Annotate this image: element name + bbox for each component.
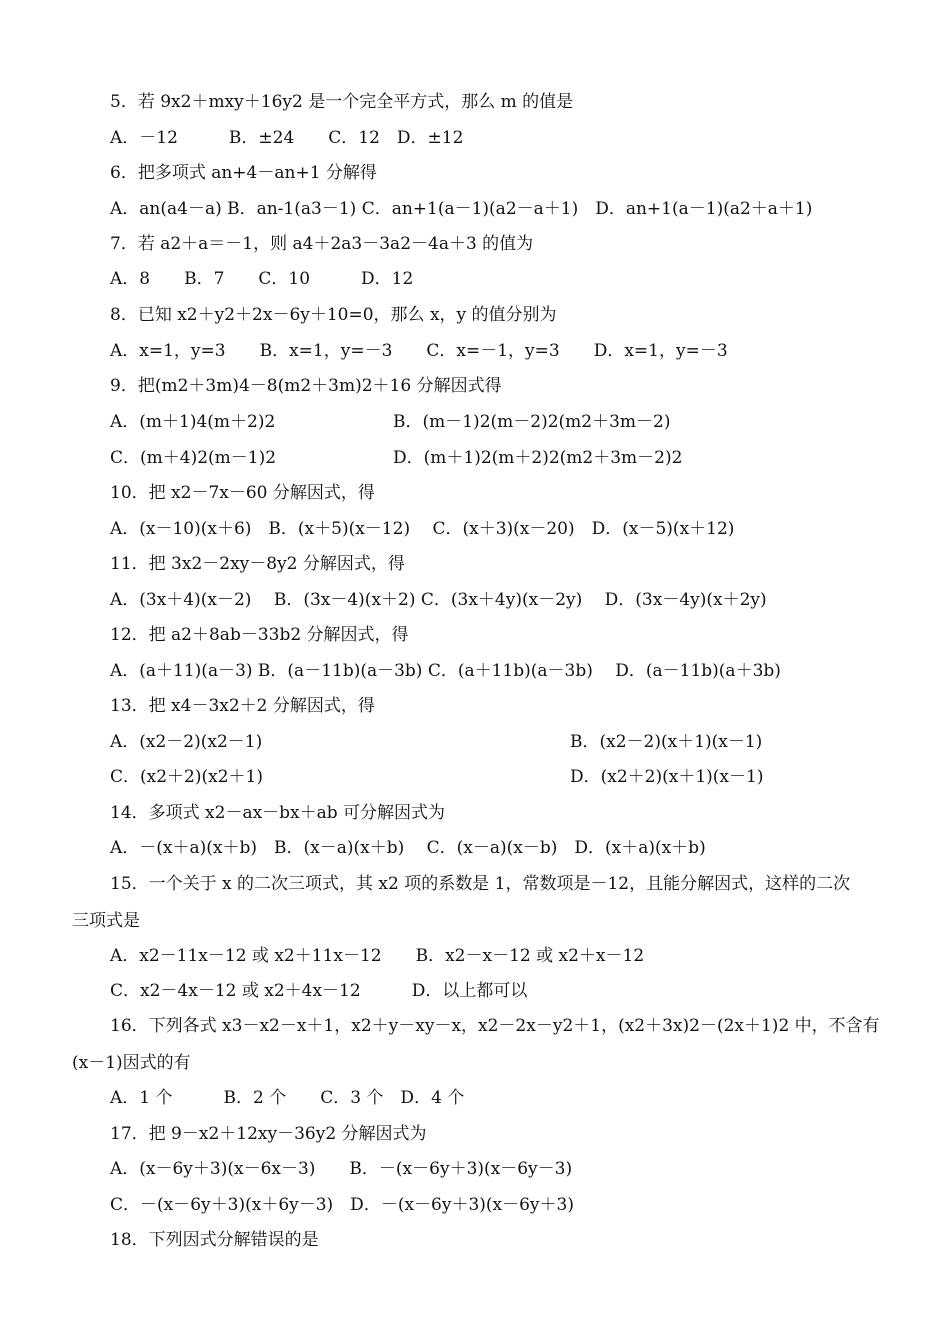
question-14: 14．多项式 x2－ax－bx＋ab 可分解因式为 [110, 803, 446, 823]
question-7: 7．若 a2＋a＝－1，则 a4＋2a3－3a2－4a＋3 的值为 [110, 234, 534, 254]
question-9: 9．把(m2＋3m)4－8(m2＋3m)2＋16 分解因式得 [110, 376, 502, 396]
question-13: 13．把 x4－3x2＋2 分解因式，得 [110, 696, 375, 716]
question-13-option-c: C．(x2＋2)(x2＋1) [110, 767, 263, 787]
question-9-option-b: B．(m－1)2(m－2)2(m2＋3m－2) [393, 412, 671, 432]
question-17-options-cd: C．－(x－6y＋3)(x＋6y－3) D．－(x－6y＋3)(x－6y＋3) [110, 1195, 574, 1215]
question-15-options-cd: C．x2－4x－12 或 x2＋4x－12 D．以上都可以 [110, 981, 528, 1001]
question-6: 6．把多项式 an+4－an+1 分解得 [110, 163, 377, 183]
question-16-continued: (x－1)因式的有 [72, 1053, 191, 1073]
question-10-options: A．(x－10)(x＋6) B．(x＋5)(x－12) C．(x＋3)(x－20) D．(x－5)(x＋12) [110, 519, 735, 539]
question-16: 16．下列各式 x3－x2－x＋1，x2＋y－xy－x，x2－2x－y2＋1，(x2＋3x)2－(2x＋1)2 中，不含有 [110, 1016, 880, 1036]
question-5: 5．若 9x2＋mxy＋16y2 是一个完全平方式，那么 m 的值是 [110, 92, 574, 112]
question-17-options-ab: A．(x－6y＋3)(x－6x－3) B．－(x－6y＋3)(x－6y－3) [110, 1159, 573, 1179]
question-13-option-a: A．(x2－2)(x2－1) [110, 732, 263, 752]
question-6-options: A．an(a4－a) B．an-1(a3－1) C．an+1(a－1)(a2－a＋1) D．an+1(a－1)(a2＋a＋1) [110, 199, 813, 219]
question-12: 12．把 a2＋8ab－33b2 分解因式，得 [110, 625, 409, 645]
question-9-option-d: D．(m＋1)2(m＋2)2(m2＋3m－2)2 [393, 448, 683, 468]
question-13-option-b: B．(x2－2)(x＋1)(x－1) [570, 732, 763, 752]
question-9-option-a: A．(m＋1)4(m＋2)2 [110, 412, 276, 432]
question-17: 17．把 9－x2＋12xy－36y2 分解因式为 [110, 1124, 427, 1144]
question-9-option-c: C．(m＋4)2(m－1)2 [110, 448, 277, 468]
question-11-options: A．(3x＋4)(x－2) B．(3x－4)(x＋2) C．(3x＋4y)(x－2y) D．(3x－4y)(x＋2y) [110, 590, 767, 610]
question-5-options: A．－12 B．±24 C．12 D．±12 [110, 128, 464, 148]
question-15-options-ab: A．x2－11x－12 或 x2＋11x－12 B．x2－x－12 或 x2＋x－12 [110, 946, 645, 966]
question-8: 8．已知 x2＋y2＋2x－6y＋10=0，那么 x，y 的值分别为 [110, 305, 557, 325]
question-15-continued: 三项式是 [72, 911, 140, 931]
question-8-options: A．x=1，y=3 B．x=1，y=－3 C．x=－1，y=3 D．x=1，y=－3 [110, 341, 728, 361]
question-15: 15．一个关于 x 的二次三项式，其 x2 项的系数是 1，常数项是－12，且能分解因式，这样的二次 [110, 874, 851, 894]
question-16-options: A．1 个 B．2 个 C．3 个 D．4 个 [110, 1088, 465, 1108]
question-10: 10．把 x2－7x－60 分解因式，得 [110, 483, 375, 503]
question-13-option-d: D．(x2＋2)(x＋1)(x－1) [570, 767, 764, 787]
question-11: 11．把 3x2－2xy－8y2 分解因式，得 [110, 554, 405, 574]
question-14-options: A．－(x＋a)(x＋b) B．(x－a)(x＋b) C．(x－a)(x－b) D．(x＋a)(x＋b) [110, 838, 706, 858]
question-7-options: A．8 B．7 C．10 D．12 [110, 269, 414, 289]
question-12-options: A．(a＋11)(a－3) B．(a－11b)(a－3b) C．(a＋11b)(a－3b) D．(a－11b)(a＋3b) [110, 661, 781, 681]
question-18: 18．下列因式分解错误的是 [110, 1230, 319, 1250]
